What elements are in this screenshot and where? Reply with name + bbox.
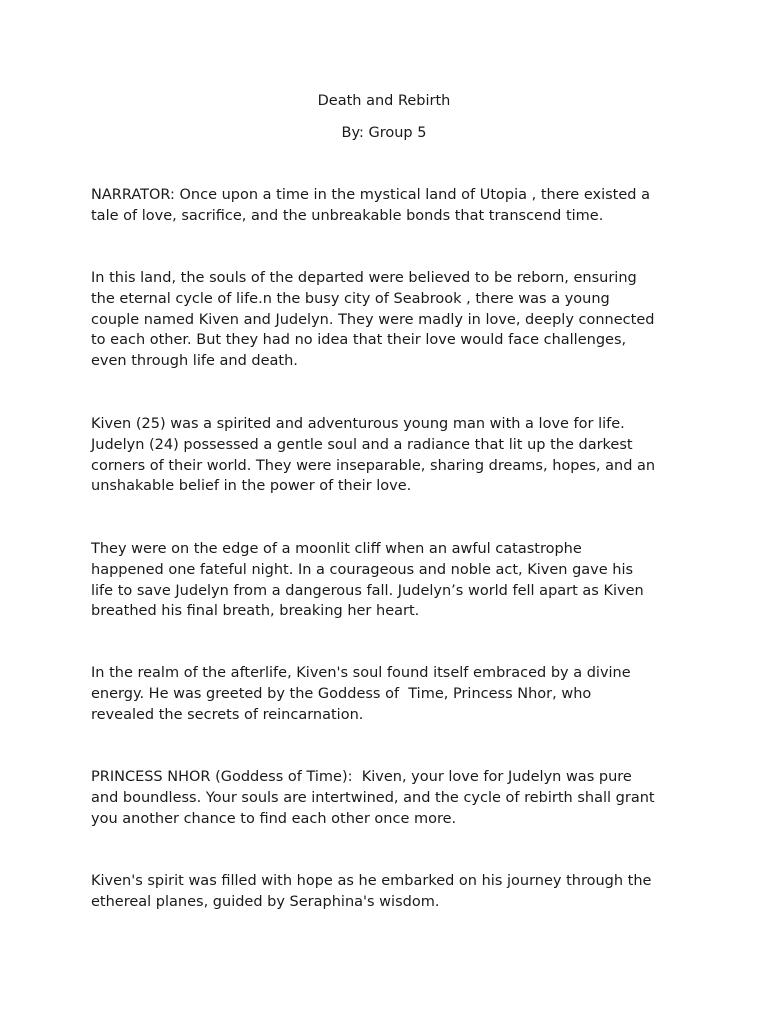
- paragraph-catastrophe: They were on the edge of a moonlit cliff when an awful catastrophe happened one fateful night. In a courageous and noble act, Kiven gave his life to save Judelyn from a dangerous fall. Judelyn’s world fell apart as Kiven breathed his final breath, breaking her heart.: [91, 541, 644, 620]
- paragraph-princess-nhor: PRINCESS NHOR (Goddess of Time): Kiven, your love for Judelyn was pure and boundless. Your souls are intertwined, and the cycle of rebirth shall grant you another chance to find each other once more.: [91, 769, 655, 827]
- paragraph-journey: Kiven's spirit was filled with hope as he embarked on his journey through the ethereal planes, guided by Seraphina's wisdom.: [91, 873, 652, 910]
- document-byline: By: Group 5: [341, 125, 427, 141]
- document-title: Death and Rebirth: [317, 93, 451, 109]
- paragraph-kiven-judelyn: Kiven (25) was a spirited and adventurous young man with a love for life. Judelyn (24) possessed a gentle soul and a radiance that lit up the darkest corners of their world. They were inseparable, sharing dreams, hopes, and an unshakable belief in the power of their love.: [91, 416, 656, 495]
- paragraph-afterlife: In the realm of the afterlife, Kiven's soul found itself embraced by a divine energy. He was greeted by the Goddess of Time, Princess Nhor, who revealed the secrets of reincarnation.: [91, 665, 631, 723]
- paragraph-land-of-souls: In this land, the souls of the departed were believed to be reborn, ensuring the eternal cycle of life.n the busy city of Seabrook , there was a young couple named Kiven and Judelyn. They were madly in love, deeply connected to each other. But they had no idea that their love would face challenges, even through life and death.: [91, 270, 655, 370]
- paragraph-narrator-intro: NARRATOR: Once upon a time in the mystical land of Utopia , there existed a tale of love, sacrifice, and the unbreakable bonds that transcend time.: [91, 187, 650, 224]
